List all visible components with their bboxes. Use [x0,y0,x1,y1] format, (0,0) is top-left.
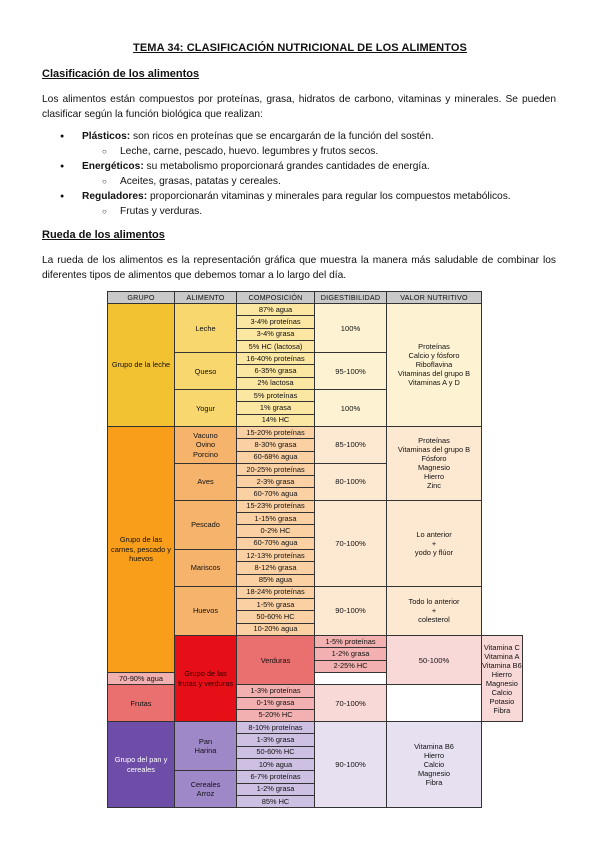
food-carnes-rojas [175,426,237,463]
nutrient: + [431,606,437,616]
document-title: TEMA 34: CLASIFICACIÓN NUTRICIONAL DE LOS ALIMENTOS [133,42,467,54]
header-grupo: GRUPO [108,292,175,304]
food-name: Harina [194,746,217,756]
food-aves: Aves [175,463,237,500]
bullet-label: Plásticos: [82,131,131,142]
food-name: Porcino [192,449,219,459]
nutrient: Riboflavina [415,360,453,370]
nutrient: Magnesio [417,463,451,473]
food-yogur: Yogur [175,390,237,427]
composition-cell: 1-5% grasa [237,599,315,611]
composition-cell: 10-20% agua [237,623,315,635]
digestibility-cell: 70-100% [315,500,387,586]
composition-cell: 8-10% proteínas [237,722,315,734]
nutrient: Proteínas [418,436,450,446]
header-digestibilidad: DIGESTIBILIDAD [315,292,387,304]
list-item-plasticos [42,129,562,159]
nutrient: Hierro [423,472,445,482]
table-header-row [108,292,523,304]
composition-cell: 15-20% proteínas [237,426,315,438]
digestibility-cell: 90-100% [315,722,387,808]
nutritive-value-cell [387,304,482,427]
digestibility-cell: 90-100% [315,586,387,635]
digestibility-cell: 100% [315,390,387,427]
nutritive-value-cell [387,500,482,586]
nutrient: Fibra [493,705,511,715]
composition-cell: 60-70% agua [237,488,315,500]
food-verduras: Verduras [237,636,315,685]
nutritive-value-cell [482,636,523,722]
nutrient: Magnesio [417,769,451,779]
digestibility-cell: 70-100% [315,685,387,722]
food-leche: Leche [175,304,237,353]
section-heading-clasificacion: Clasificación de los alimentos [42,68,200,80]
nutrient: Fibra [425,778,443,788]
composition-cell: 87% agua [237,304,315,316]
food-frutas: Frutas [108,685,175,722]
nutrient: Vitaminas A y D [408,378,460,388]
composition-cell: 12-13% proteínas [237,549,315,561]
nutrient: Calcio y fósforo [408,351,460,361]
composition-cell: 3-4% proteínas [237,316,315,328]
nutrient: Hierro [491,669,512,679]
nutrient: Todo lo anterior [408,597,460,607]
composition-cell: 15-23% proteínas [237,500,315,512]
composition-cell: 10% agua [237,758,315,770]
food-pan-harina [175,722,237,771]
food-mariscos: Mariscos [175,549,237,586]
composition-cell: 60-70% agua [237,537,315,549]
nutrient: Vitaminas del grupo B [397,369,471,379]
nutrient: Vitamina B6 [414,742,454,752]
bullet-text: son ricos en proteínas que se encargarán de la función del sostén. [130,131,434,142]
composition-cell: 1-3% grasa [237,734,315,746]
composition-cell: 5-20% HC [237,709,315,721]
food-name: Vacuno [193,430,218,440]
food-name: Arroz [196,789,215,799]
composition-cell: 1-15% grasa [237,513,315,525]
nutrient: Fósforo [421,454,447,464]
bullet-text: su metabolismo proporcionará grandes cantidades de energía. [143,161,430,172]
table-row [108,304,523,316]
group-pan-cereales-cell: Grupo del pan y cereales [108,722,175,808]
nutrient: Lo anterior [416,529,452,539]
composition-cell: 1-5% proteínas [315,636,387,648]
table-row [108,426,523,438]
composition-cell: 8-30% grasa [237,439,315,451]
composition-cell: 6-7% proteínas [237,771,315,783]
digestibility-cell: 80-100% [315,463,387,500]
nutrient: Potasio [489,696,515,706]
food-name: Ovino [195,440,216,450]
composition-cell: 50-60% HC [237,611,315,623]
composition-cell: 18-24% proteínas [237,586,315,598]
composition-cell: 50-60% HC [237,746,315,758]
composition-cell: 85% HC [237,795,315,807]
nutrient: Vitamina C [483,642,520,652]
composition-cell: 2-25% HC [315,660,387,672]
composition-cell: 5% HC (lactosa) [237,340,315,352]
composition-cell: 16-40% proteínas [237,353,315,365]
composition-cell: 0-1% grasa [237,697,315,709]
bullet-label: Reguladores: [82,191,148,202]
nutrient: Magnesio [485,678,518,688]
bullet-label: Energéticos: [82,161,144,172]
composition-cell: 0-2% HC [237,525,315,537]
nutrient: Vitaminas del grupo B [397,445,471,455]
intro-paragraph: Los alimentos están compuestos por proteínas, grasa, hidratos de carbono, vitaminas y minerales. Se pueden clasificar según la función biológica que realizan: [42,94,556,120]
food-name: Cereales [190,779,221,789]
composition-cell: 20-25% proteínas [237,463,315,475]
food-groups-table [107,291,523,808]
composition-cell: 1-2% grasa [315,648,387,660]
sub-list-item: ○ Aceites, grasas, patatas y cereales. [82,174,562,189]
group-frutas-verduras-cell: Grupo de las frutas y verduras [175,636,237,722]
header-valor-nutritivo: VALOR NUTRITIVO [387,292,482,304]
composition-cell: 85% agua [237,574,315,586]
composition-cell: 5% proteínas [237,390,315,402]
composition-cell: 2-3% grasa [237,476,315,488]
section-heading-rueda: Rueda de los alimentos [42,229,165,241]
table-row [108,722,523,734]
digestibility-cell: 95-100% [315,353,387,390]
composition-cell: 6-35% grasa [237,365,315,377]
header-alimento: ALIMENTO [175,292,237,304]
header-composicion: COMPOSICIÓN [237,292,315,304]
composition-cell: 60-68% agua [237,451,315,463]
digestibility-cell: 100% [315,304,387,353]
table-row [108,685,523,697]
rueda-paragraph: La rueda de los alimentos es la representación gráfica que muestra la manera más saludable de combinar los diferentes tipos de alimentos que debemos tomar a lo largo del día. [42,255,556,281]
group-leche-cell: Grupo de la leche [108,304,175,427]
list-item-reguladores [42,189,562,219]
composition-cell: 70-90% agua [108,672,175,684]
nutrient: yodo y flúor [414,547,454,557]
nutrient: Calcio [491,687,513,697]
sub-list-item: ○ Frutas y verduras. [82,204,562,219]
food-name: Pan [198,736,213,746]
food-pescado: Pescado [175,500,237,549]
composition-cell: 3-4% grasa [237,328,315,340]
nutritive-value-cell [387,586,482,635]
composition-cell: 2% lactosa [237,377,315,389]
digestibility-cell: 85-100% [315,426,387,463]
nutrient: Hierro [423,751,445,761]
nutrient: Vitamina A [484,651,520,661]
nutrient: Zinc [427,481,441,491]
composition-cell: 8-12% grasa [237,562,315,574]
food-queso: Queso [175,353,237,390]
nutrient: Vitamina B6 [482,660,522,670]
digestibility-cell: 50-100% [387,636,482,685]
nutritive-value-cell [387,426,482,500]
food-huevos: Huevos [175,586,237,635]
composition-cell: 1-2% grasa [237,783,315,795]
sub-list-item: ○ Leche, carne, pescado, huevo. legumbres y frutos secos. [82,144,562,159]
nutrient: Proteínas [418,342,450,352]
composition-cell: 1% grasa [237,402,315,414]
nutrient: colesterol [418,615,450,625]
food-cereales-arroz [175,771,237,808]
group-carnes-cell: Grupo de las carnes, pescado y huevos [108,426,175,672]
composition-cell: 14% HC [237,414,315,426]
nutritive-value-cell [387,722,482,808]
nutrient: Calcio [423,760,445,770]
list-item-energeticos [42,159,562,189]
composition-cell: 1-3% proteínas [237,685,315,697]
nutrient: + [431,538,437,548]
classification-list [42,129,562,219]
bullet-text: proporcionarán vitaminas y minerales para regular los compuestos metabólicos. [147,191,511,202]
